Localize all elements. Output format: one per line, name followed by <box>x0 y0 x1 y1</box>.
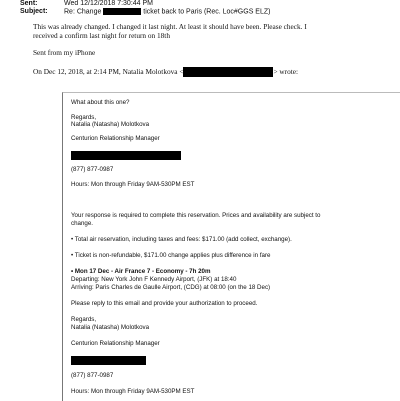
sent-row <box>20 0 153 8</box>
quoted-hours-2: Hours: Mon through Friday 9AM-530PM EST <box>71 388 195 395</box>
subject-prefix: Re: Change <box>64 8 102 16</box>
redaction-block <box>71 356 146 365</box>
subject-row <box>20 8 270 16</box>
redaction-block <box>183 67 273 77</box>
quoted-title-2: Centurion Relationship Manager <box>71 340 160 347</box>
quoted-regards-2: Regards, <box>71 316 97 323</box>
flight-heading: • Mon 17 Dec - Air France 7 - Economy - 7h 20m <box>71 268 211 275</box>
quoted-phone-2: (877) 877-0987 <box>71 372 114 379</box>
quoted-name: Natalia (Natasha) Molotkova <box>71 121 150 128</box>
reply-signature: Sent from my iPhone <box>33 48 96 57</box>
quoted-question: What about this one? <box>71 99 130 106</box>
sent-value: Wed 12/12/2018 7:30:44 PM <box>64 0 153 7</box>
reply-line-1: This was already changed. I changed it last night. At least it should have been. Please check. I <box>33 22 307 31</box>
flight-arriving: Arriving: Paris Charles de Gaulle Airport, (CDG) at 08:00 (on the 18 Dec) <box>71 284 271 291</box>
quoted-phone: (877) 877-0987 <box>71 166 114 173</box>
reply-request: Please reply to this email and provide your authorization to proceed. <box>71 300 258 307</box>
subject-suffix: ticket back to Paris (Rec. Loc#GGS ELZ) <box>143 8 271 16</box>
quoted-hours: Hours: Mon through Friday 9AM-530PM EST <box>71 181 195 188</box>
quoted-name-2: Natalia (Natasha) Molotkova <box>71 324 150 331</box>
notice-line-2: change. <box>71 220 94 227</box>
redaction-block <box>71 151 181 160</box>
subject-label: Subject: <box>20 8 48 16</box>
wrote-line <box>33 67 298 77</box>
quoted-title: Centurion Relationship Manager <box>71 135 160 142</box>
sent-label: Sent: <box>20 0 38 7</box>
bullet-ticket: • Ticket is non-refundable, $171.00 change applies plus difference in fare <box>71 252 271 259</box>
notice-line-1: Your response is required to complete this reservation. Prices and availability are subject to <box>71 212 321 219</box>
reply-line-2: received a confirm last night for return on 18th <box>33 31 170 40</box>
wrote-prefix: On Dec 12, 2018, at 2:14 PM, Natalia Molotkova < <box>33 67 184 76</box>
quoted-regards: Regards, <box>71 114 97 121</box>
wrote-suffix: > wrote: <box>273 67 299 76</box>
bullet-air: • Total air reservation, including taxes and fees: $171.00 (add collect, exchange). <box>71 236 292 243</box>
redaction-block <box>103 8 141 15</box>
flight-departing: Departing: New York John F Kennedy Airport, (JFK) at 18:40 <box>71 276 237 283</box>
